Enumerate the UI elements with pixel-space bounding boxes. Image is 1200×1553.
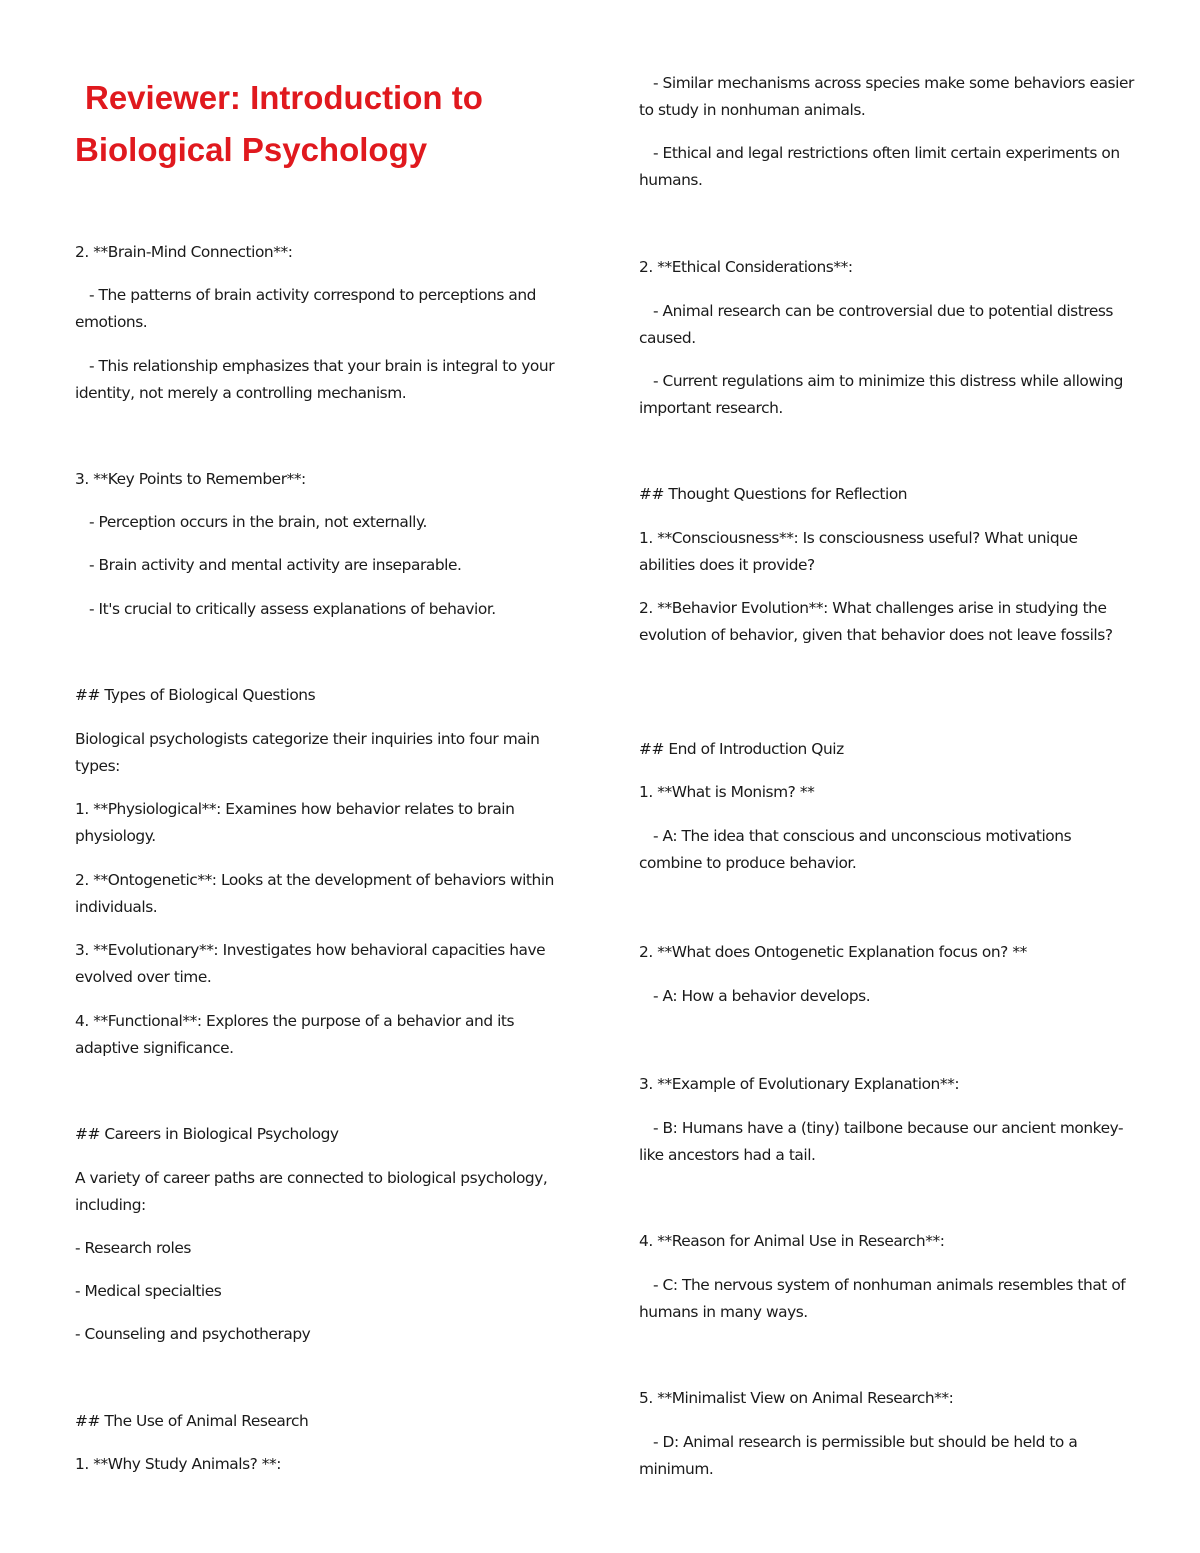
list-item: - Perception occurs in the brain, not externally. [89,513,427,531]
list-item: 4. **Reason for Animal Use in Research**: [639,1232,945,1250]
list-item: - This relationship emphasizes that your brain is integral to your identity, not merely a controlling mechanism. [75,357,555,402]
list-item: 1. **What is Monism? ** [639,783,815,801]
list-item: 1. **Why Study Animals? **: [75,1455,282,1473]
paragraph: Biological psychologists categorize their inquiries into four main types: [75,730,540,775]
list-item: 2. **Ontogenetic**: Looks at the development of behaviors within individuals. [75,871,554,916]
section-heading: ## Thought Questions for Reflection [639,485,908,503]
list-item: 1. **Physiological**: Examines how behavior relates to brain physiology. [75,800,515,845]
list-item: 3. **Key Points to Remember**: [75,470,306,488]
list-item: 1. **Consciousness**: Is consciousness useful? What unique abilities does it provide? [639,529,1078,574]
list-item: - Animal research can be controversial due to potential distress caused. [639,302,1113,347]
list-item: - Brain activity and mental activity are inseparable. [89,556,462,574]
section-heading: ## Types of Biological Questions [75,686,316,704]
list-item: 2. **Ethical Considerations**: [639,258,853,276]
list-item: 3. **Evolutionary**: Investigates how behavioral capacities have evolved over time. [75,941,546,986]
list-item: - Counseling and psychotherapy [75,1325,311,1343]
list-item: 5. **Minimalist View on Animal Research**: [639,1389,954,1407]
list-item: 2. **What does Ontogenetic Explanation focus on? ** [639,943,1027,961]
paragraph: A variety of career paths are connected to biological psychology, including: [75,1169,548,1214]
list-item: - Medical specialties [75,1282,222,1300]
section-heading: ## Careers in Biological Psychology [75,1125,339,1143]
section-heading: ## The Use of Animal Research [75,1412,309,1430]
list-item: - A: How a behavior develops. [653,987,871,1005]
list-item: 2. **Brain-Mind Connection**: [75,243,293,261]
list-item: - Current regulations aim to minimize this distress while allowing important research. [639,372,1123,417]
list-item: - The patterns of brain activity correspond to perceptions and emotions. [75,286,536,331]
list-item: - B: Humans have a (tiny) tailbone because our ancient monkey-like ancestors had a tail. [639,1119,1124,1164]
list-item: - C: The nervous system of nonhuman animals resembles that of humans in many ways. [639,1276,1126,1321]
list-item: - A: The idea that conscious and unconscious motivations combine to produce behavior. [639,827,1072,872]
list-item: 4. **Functional**: Explores the purpose of a behavior and its adaptive significance. [75,1012,515,1057]
list-item: - Research roles [75,1239,191,1257]
list-item: - D: Animal research is permissible but should be held to a minimum. [639,1433,1078,1478]
title-line-2: Biological Psychology [75,131,428,168]
list-item: - Similar mechanisms across species make some behaviors easier to study in nonhuman animals. [639,74,1134,119]
list-item: - Ethical and legal restrictions often limit certain experiments on humans. [639,144,1120,189]
title-line-1: Reviewer: Introduction to [85,79,483,116]
list-item: - It's crucial to critically assess explanations of behavior. [89,600,496,618]
document-title [75,72,555,176]
section-heading: ## End of Introduction Quiz [639,740,844,758]
list-item: 3. **Example of Evolutionary Explanation**: [639,1075,960,1093]
list-item: 2. **Behavior Evolution**: What challenges arise in studying the evolution of behavior, given that behavior does not leave fossils? [639,599,1113,644]
